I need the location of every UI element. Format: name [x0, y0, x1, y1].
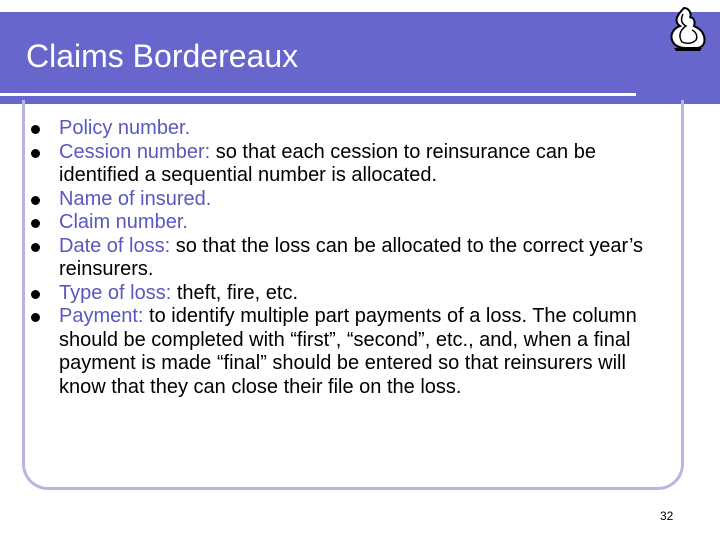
bullet-list: [28, 117, 674, 399]
bullet-lead: Claim number.: [59, 211, 188, 233]
bullet-item-cession-number: [28, 141, 674, 188]
slide-title: Claims Bordereaux: [26, 38, 299, 74]
bullet-lead: Payment:: [59, 305, 144, 327]
bullet-text: to identify multiple part payments of a loss. The column should be completed with “first”, “second”, etc., and, when a final payment is made “final” should be entered so that reinsurers will know that they can close their file on the loss.: [59, 305, 637, 398]
bullet-dot-icon: [31, 219, 40, 228]
page-number: 32: [660, 509, 674, 523]
bullet-lead: Name of insured.: [59, 187, 212, 210]
bullet-lead: Cession number:: [59, 140, 211, 163]
bullet-text: so that each cession to reinsurance can be identified a sequential number is allocated.: [59, 140, 596, 186]
bullet-lead: Policy number.: [59, 117, 191, 139]
bullet-lead: Type of loss:: [59, 281, 172, 304]
bullet-text: so that the loss can be allocated to the correct year’s reinsurers.: [59, 234, 644, 280]
bullet-item-claim-number: [28, 211, 674, 235]
bullet-dot-icon: [31, 290, 40, 299]
bullet-item-payment: [28, 305, 674, 399]
bullet-text: theft, fire, etc.: [171, 281, 298, 304]
bullet-item-date-of-loss: [28, 235, 674, 282]
title-underline: [0, 93, 636, 96]
bullet-dot-icon: [31, 243, 40, 252]
flame-logo-icon: [666, 4, 708, 52]
bullet-dot-icon: [31, 196, 40, 205]
bullet-dot-icon: [31, 149, 40, 158]
bullet-item-policy-number: [28, 117, 674, 141]
bullet-lead: Date of loss:: [59, 234, 171, 257]
bullet-dot-icon: [31, 313, 40, 322]
bullet-dot-icon: [31, 125, 40, 134]
bullet-item-name-of-insured: [28, 188, 674, 212]
bullet-item-type-of-loss: [28, 282, 674, 306]
